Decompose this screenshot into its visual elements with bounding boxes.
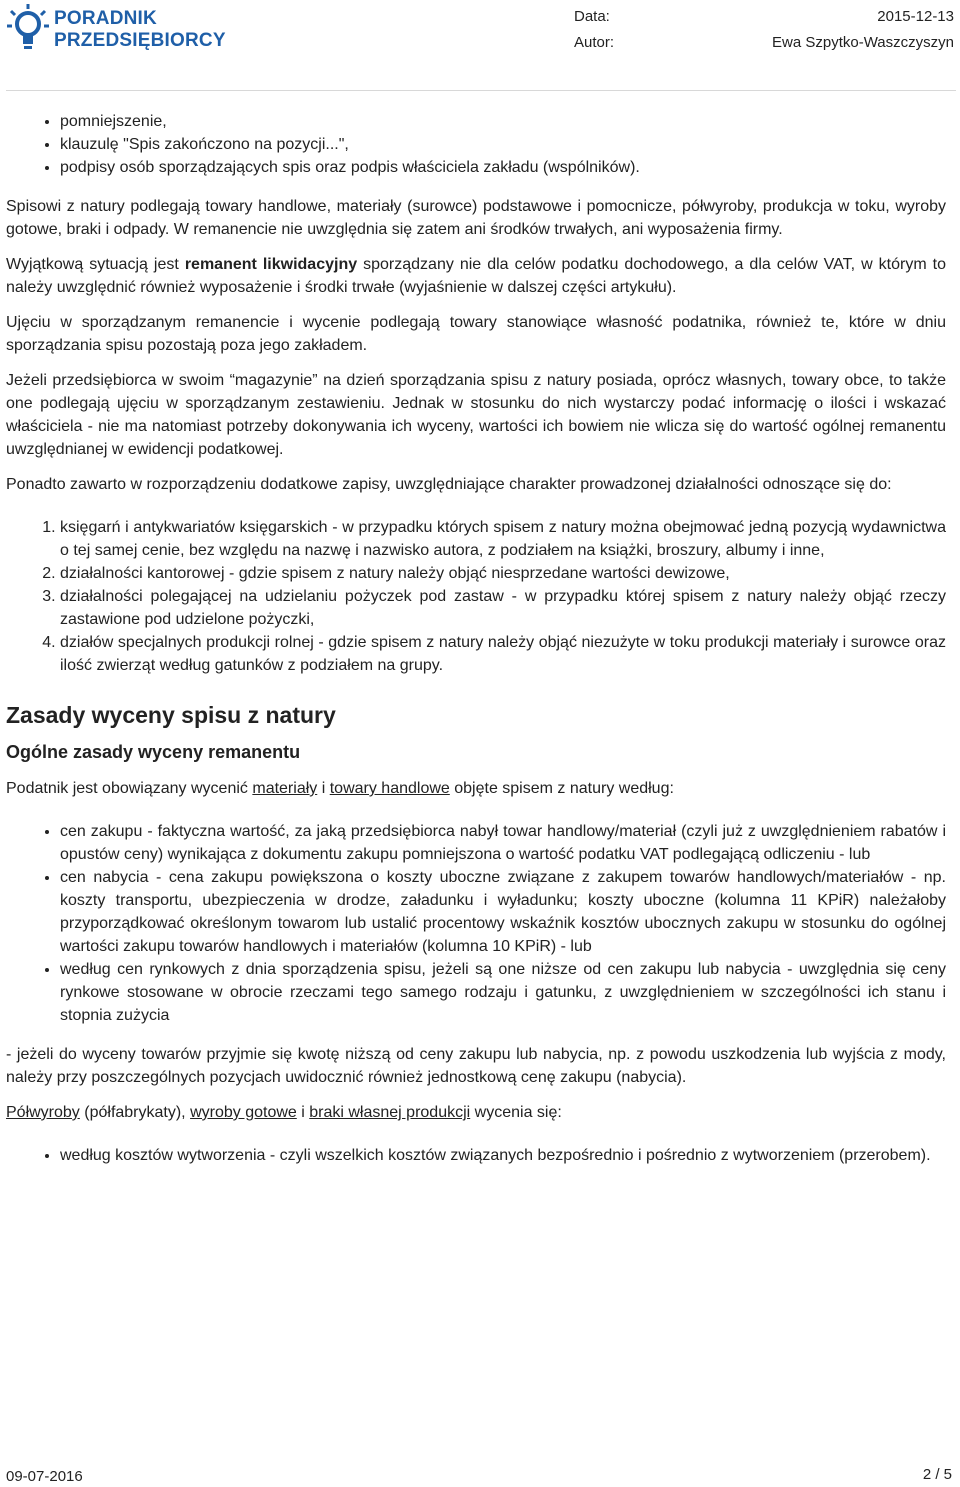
special-activities-list: [6, 516, 946, 677]
bold-term: remanent likwidacyjny: [184, 256, 358, 273]
paragraph: [6, 777, 946, 800]
list-item: 2. działalności kantorowej - gdzie spisem z natury należy objąć niesprzedane wartości dewizowe,: [60, 562, 946, 585]
paragraph: Ujęciu w sporządzanym remanencie i wycenie podlegają towary stanowiące własność podatnika, również te, które w dniu sporządzania spisu pozostają poza jego zakładem.: [6, 314, 946, 354]
link-finished-products[interactable]: wyroby gotowe: [190, 1104, 297, 1121]
paragraph: - jeżeli do wyceny towarów przyjmie się kwotę niższą od ceny zakupu lub nabycia, np. z powodu uszkodzenia lub wyjścia z mody, należy przy poszczególnych pozycjach uwidocznić również jednostkową cenę zakupu (nabycia).: [6, 1046, 946, 1086]
inventory-elements-list: [6, 110, 946, 179]
author-label: Autor:: [574, 34, 615, 51]
link-semi-finished[interactable]: Półwyroby: [6, 1104, 80, 1121]
list-item: 1. księgarń i antykwariatów księgarskich - w przypadku których spisem z natury można obejmować jedną pozycją wydawnictwa o tej samej cenie, bez względu na nazwę i nazwisko autora, z podziałem na książki, broszury, albumy i inne,: [60, 516, 946, 562]
valuation-methods-list: [6, 820, 946, 1027]
paragraph-text: i: [296, 1104, 310, 1121]
paragraph-text: sporządzany nie dla celów podatku dochodowego, a dla celów VAT, w którym to należy uwzględnić również wyposażenie i środki trwałe (wyjaśnienie w dalszej części artykułu).: [6, 256, 947, 296]
list-item: • pomniejszenie,: [60, 110, 946, 133]
link-trade-goods[interactable]: towary handlowe: [329, 780, 450, 797]
paragraph-text: Wyjątkową sytuacją jest: [6, 256, 185, 273]
date-label: Data:: [574, 8, 610, 25]
paragraph: Spisowi z natury podlegają towary handlowe, materiały (surowce) podstawowe i pomocnicze, półwyroby, produkcja w toku, wyroby gotowe, braki i odpady. W remanencie nie uwzględnia się zatem ani środków trwałych, ani wyposażenia firmy.: [6, 198, 946, 238]
link-materials[interactable]: materiały: [252, 780, 318, 797]
production-valuation-list: [6, 1144, 946, 1167]
list-item: 4. działów specjalnych produkcji rolnej - gdzie spisem z natury należy objąć niezużyte w toku produkcji materiały i surowce oraz ilość zwierząt według gatunków z podziałem na grupy.: [60, 631, 946, 677]
date-value: 2015-12-13: [877, 8, 954, 25]
logo-line-1: PORADNIK: [54, 8, 157, 29]
paragraph: Ponadto zawarto w rozporządzeniu dodatkowe zapisy, uwzględniające charakter prowadzonej działalności odnoszące się do:: [6, 476, 892, 493]
paragraph: [6, 1101, 946, 1124]
logo[interactable]: [6, 2, 226, 58]
meta-values: [772, 4, 954, 56]
list-item: • podpisy osób sporządzających spis oraz podpis właściciela zakładu (wspólników).: [60, 156, 946, 179]
page-number: 2 / 5: [922, 1466, 952, 1483]
author-value: Ewa Szpytko-Waszczyszyn: [772, 34, 954, 51]
list-item: • cen nabycia - cena zakupu powiększona o koszty uboczne związane z zakupem towarów handlowych/materiałów - np. koszty transportu, ubezpieczenia w drodze, załadunku i wyładunku; koszty uboczne (kolumna 11 KPiR) należałoby przyporządkować określonym towarom lub ustalić procentowy wskaźnik kosztów ubocznych zakupu w stosunku do ogólnej wartości zakupu towarów handlowych i materiałów (kolumna 10 KPiR) - lub: [60, 866, 946, 958]
list-item: • cen zakupu - faktyczna wartość, za jaką przedsiębiorca nabył towar handlowy/materiał (czyli już z uwzględnieniem rabatów i opustów ceny) wynikająca z dokumentu zakupu pomniejszona o wartość podatku VAT podlegającą odliczeniu - lub: [60, 820, 946, 866]
article-content: [6, 110, 946, 1183]
paragraph-text: (półfabrykaty),: [79, 1104, 191, 1121]
meta-labels: [574, 4, 614, 56]
header-divider: [6, 90, 956, 91]
logo-line-2: PRZEDSIĘBIORCY: [54, 30, 226, 51]
paragraph-text: Podatnik jest obowiązany wycenić: [6, 780, 253, 797]
paragraph: [6, 253, 946, 299]
paragraph: Jeżeli przedsiębiorca w swoim “magazynie” na dzień sporządzania spisu z natury posiada, oprócz własnych, towary obce, to także one podlegają ujęciu w sporządzanym zestawieniu. Jednak w stosunku do nich wystarczy podać informację o ilości i wskazać właściciela - nie ma natomiast potrzeby dokonywania ich wyceny, wartości ich bowiem nie wlicza się do wartość ogólnej remanentu uwzględnianej w ewidencji podatkowej.: [6, 372, 946, 458]
list-item: • według cen rynkowych z dnia sporządzenia spisu, jeżeli są one niższe od cen zakupu lub nabycia - uwzględnia się ceny rynkowe stosowane w obrocie rzeczami tego samego rodzaju i gatunku, z uwzględnieniem w szczególności ich stanu i stopnia zużycia: [60, 958, 946, 1027]
link-production-defects[interactable]: braki własnej produkcji: [309, 1104, 471, 1121]
logo-text: [54, 8, 226, 52]
list-item: • klauzulę "Spis zakończono na pozycji...",: [60, 133, 946, 156]
list-item: 3. działalności polegającej na udzielaniu pożyczek pod zastaw - w przypadku której spisem z natury należy objąć rzeczy zastawione pod udzielone pożyczki,: [60, 585, 946, 631]
page-header: [0, 0, 960, 92]
list-item: • według kosztów wytworzenia - czyli wszelkich kosztów związanych bezpośrednio i pośrednio z wytworzeniem (przerobem).: [60, 1144, 946, 1167]
footer-date: 09-07-2016: [6, 1468, 83, 1485]
paragraph-text: wycenia się:: [470, 1104, 562, 1121]
lightbulb-icon: [6, 2, 50, 54]
paragraph-text: objęte spisem z natury według:: [449, 780, 674, 797]
subsection-heading: Ogólne zasady wyceny remanentu: [6, 742, 301, 762]
paragraph-text: i: [317, 780, 330, 797]
section-heading: Zasady wyceny spisu z natury: [6, 702, 336, 728]
